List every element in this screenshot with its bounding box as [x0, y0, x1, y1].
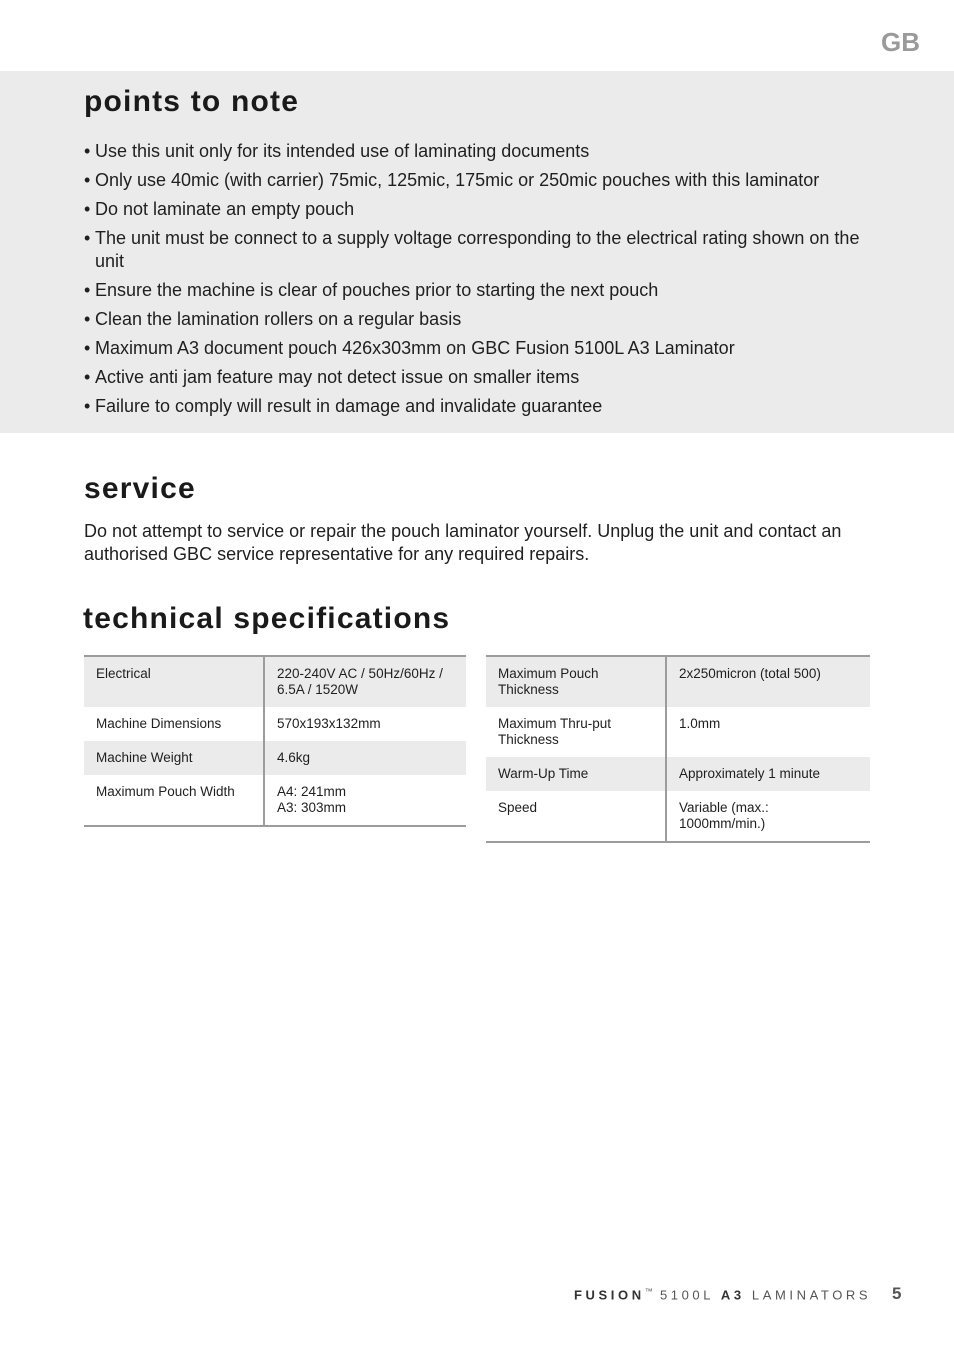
spec-value-line: A3: 303mm	[277, 800, 347, 815]
note-item: • Failure to comply will result in damage and invalidate guarantee	[84, 395, 874, 418]
note-item: • Maximum A3 document pouch 426x303mm on GBC Fusion 5100L A3 Laminator	[84, 337, 874, 360]
footer-size: A3	[720, 1287, 745, 1303]
service-heading: service	[84, 472, 196, 505]
footer-product: LAMINATORS	[751, 1287, 872, 1303]
spec-value: 4.6kg	[264, 741, 466, 775]
note-item: • Only use 40mic (with carrier) 75mic, 125mic, 175mic or 250mic pouches with this laminator	[84, 169, 874, 192]
note-item: • Active anti jam feature may not detect issue on smaller items	[84, 366, 874, 389]
spec-label: Speed	[486, 791, 666, 842]
service-paragraph: Do not attempt to service or repair the pouch laminator yourself. Unplug the unit and contact an authorised GBC service representative for any required repairs.	[84, 521, 842, 564]
table-row	[84, 775, 466, 826]
table-row	[486, 707, 870, 757]
table-row	[486, 791, 870, 842]
spec-value: Variable (max.: 1000mm/min.)	[679, 800, 769, 831]
spec-value-line: A4: 241mm	[277, 784, 347, 799]
table-row	[84, 741, 466, 775]
points-to-note-heading: points to note	[84, 85, 300, 118]
table-row	[84, 707, 466, 741]
footer-trademark: ™	[644, 1287, 653, 1296]
table-row	[84, 656, 466, 707]
page-number: 5	[892, 1284, 902, 1303]
language-tag: GB	[881, 27, 920, 57]
table-row	[486, 656, 870, 707]
spec-value: 2x250micron (total 500)	[666, 656, 870, 707]
spec-label: Maximum Pouch Thickness	[486, 656, 666, 707]
spec-value: 220-240V AC / 50Hz/60Hz / 6.5A / 1520W	[264, 656, 466, 707]
spec-value: 570x193x132mm	[277, 716, 381, 731]
note-item: • Do not laminate an empty pouch	[84, 198, 874, 221]
spec-table-left	[84, 655, 466, 827]
spec-label: Machine Weight	[84, 741, 264, 775]
spec-label: Warm-Up Time	[486, 757, 666, 791]
footer-product-name	[574, 1287, 871, 1302]
spec-value	[264, 775, 466, 826]
footer-model: 5100L	[659, 1287, 714, 1303]
spec-table-right	[486, 655, 870, 843]
spec-label: Machine Dimensions	[84, 707, 264, 741]
table-row	[486, 757, 870, 791]
note-item: • Use this unit only for its intended use of laminating documents	[84, 140, 874, 163]
note-item: • Clean the lamination rollers on a regular basis	[84, 308, 874, 331]
spec-label: Electrical	[84, 656, 264, 707]
points-to-note-list	[84, 140, 874, 424]
spec-label: Maximum Pouch Width	[84, 775, 264, 826]
spec-value: 1.0mm	[679, 716, 721, 731]
technical-specifications-heading: technical specifications	[83, 602, 451, 635]
spec-label: Maximum Thru-put Thickness	[486, 707, 666, 757]
footer-brand: FUSION	[574, 1287, 645, 1303]
note-item: • The unit must be connect to a supply voltage corresponding to the electrical rating shown on the unit	[84, 227, 874, 273]
spec-value: Approximately 1 minute	[666, 757, 870, 791]
note-item: • Ensure the machine is clear of pouches prior to starting the next pouch	[84, 279, 874, 302]
